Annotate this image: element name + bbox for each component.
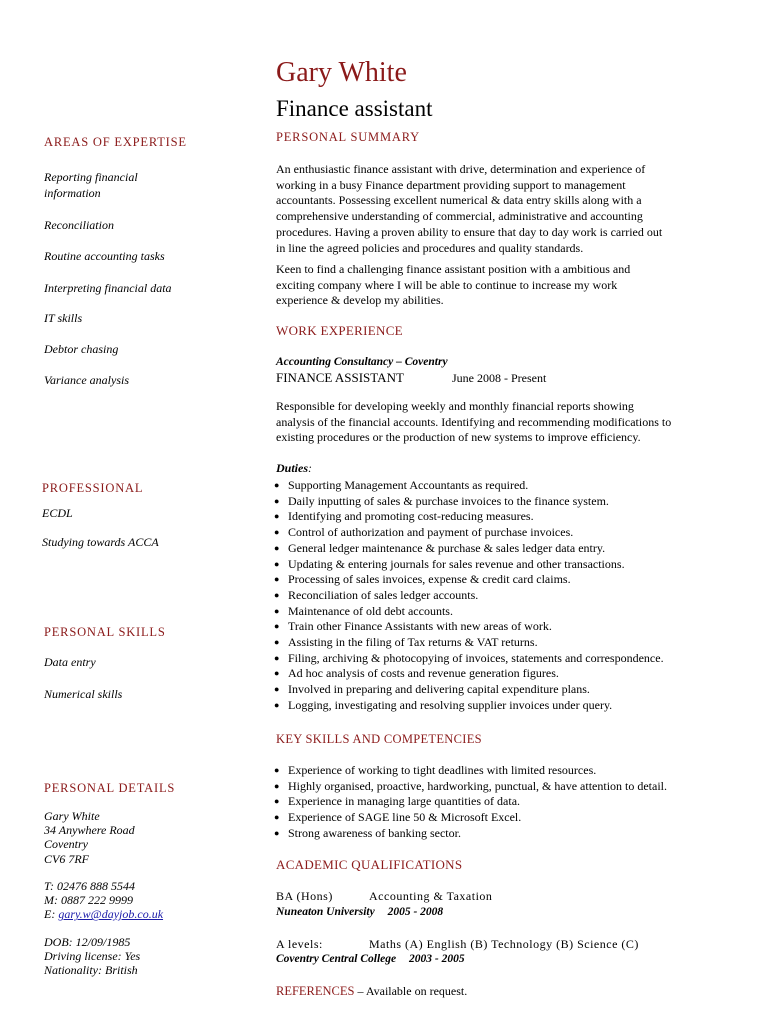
- alevels-label: A levels:: [276, 937, 323, 951]
- duties-label: [276, 461, 312, 477]
- skills-item: Data entry: [44, 655, 96, 669]
- list-item: ● Ad hoc analysis of costs and revenue generation figures.: [274, 666, 664, 682]
- contact-tel: T: 02476 888 5544: [44, 879, 136, 893]
- contact-license: Driving license: Yes: [44, 949, 141, 964]
- summary-line: Keen to find a challenging finance assistant position with a ambitious and: [276, 262, 631, 276]
- list-item: ● Filing, archiving & photocopying of invoices, statements and correspondence.: [274, 651, 664, 667]
- list-item: ● Daily inputting of sales & purchase invoices to the finance system.: [274, 494, 664, 510]
- contact-city: Coventry: [44, 837, 88, 852]
- expertise-item: Reconciliation: [44, 218, 114, 232]
- contact-block: [44, 809, 135, 866]
- list-item: ● Control of authorization and payment of purchase invoices.: [274, 525, 664, 541]
- duties-list: [274, 478, 664, 714]
- personal-block: [44, 935, 140, 978]
- details-heading: PERSONAL DETAILS: [44, 781, 176, 795]
- college: [276, 952, 465, 968]
- expertise-item: Variance analysis: [44, 373, 129, 387]
- job-title: Finance assistant: [276, 96, 433, 121]
- expertise-item: Interpreting financial data: [44, 281, 172, 295]
- university-years: 2005 - 2008: [387, 906, 444, 918]
- list-item: ● Experience of SAGE line 50 & Microsoft Excel.: [274, 810, 667, 826]
- expertise-item: Routine accounting tasks: [44, 249, 165, 263]
- contact-nationality: Nationality: British: [44, 963, 138, 978]
- role-dates: June 2008 - Present: [452, 371, 547, 385]
- list-item: ● Updating & entering journals for sales revenue and other transactions.: [274, 557, 664, 573]
- summary-paragraph-2: [276, 262, 630, 309]
- list-item: ● Experience of working to tight deadlines with limited resources.: [274, 763, 667, 779]
- summary-line: in line the agreed policies and procedures and quality standards.: [276, 240, 584, 255]
- contact-email-line: [44, 907, 163, 921]
- list-item: ● Logging, investigating and resolving supplier invoices under query.: [274, 698, 664, 714]
- list-item: ● Experience in managing large quantities of data.: [274, 794, 667, 810]
- list-item: ● Strong awareness of banking sector.: [274, 826, 667, 842]
- university-name: Nuneaton University: [276, 906, 375, 918]
- contact-street: 34 Anywhere Road: [44, 823, 135, 838]
- degree-subject: Accounting & Taxation: [369, 889, 493, 903]
- professional-item: ECDL: [42, 506, 73, 520]
- professional-heading: PROFESSIONAL: [42, 481, 144, 495]
- description-line: existing procedures or the production of new systems to improve efficiency.: [276, 430, 641, 445]
- summary-paragraph: [276, 162, 662, 256]
- college-name: Coventry Central College: [276, 953, 397, 965]
- references-text: – Available on request.: [354, 984, 468, 998]
- summary-line: working in a busy Finance department providing support to management: [276, 177, 626, 192]
- work-heading: WORK EXPERIENCE: [276, 323, 403, 338]
- list-item: ● Reconciliation of sales ledger accounts.: [274, 588, 664, 604]
- list-item: ● Train other Finance Assistants with new areas of work.: [274, 619, 664, 635]
- expertise-item: Debtor chasing: [44, 342, 119, 356]
- list-item: ● Maintenance of old debt accounts.: [274, 604, 664, 620]
- college-years: 2003 - 2005: [408, 953, 465, 965]
- references-heading: REFERENCES: [276, 984, 355, 998]
- summary-line: An enthusiastic finance assistant with drive, determination and experience of: [276, 162, 646, 176]
- list-item: ● Supporting Management Accountants as required.: [274, 478, 664, 494]
- key-skills-list: [274, 763, 667, 842]
- expertise-heading: AREAS OF EXPERTISE: [44, 135, 187, 149]
- academic-heading: ACADEMIC QUALIFICATIONS: [276, 857, 463, 872]
- university: [276, 905, 443, 921]
- expertise-item: IT skills: [44, 311, 83, 325]
- summary-line: comprehensive understanding of commercial, administrative and accounting: [276, 209, 643, 224]
- email-label: E:: [44, 907, 59, 922]
- references: [276, 984, 467, 1000]
- contact-dob: DOB: 12/09/1985: [44, 935, 131, 949]
- list-item: ● Assisting in the filing of Tax returns & VAT returns.: [274, 635, 664, 651]
- summary-line: experience & develop my abilities.: [276, 293, 444, 308]
- description-line: analysis of the financial accounts. Identifying and recommending modifications to: [276, 414, 672, 429]
- summary-line: procedures. Having a proven ability to ensure that day to day work is carried out: [276, 224, 663, 239]
- expertise-item: Reporting financial information: [44, 170, 138, 200]
- employer: Accounting Consultancy – Coventry: [276, 356, 448, 368]
- role-description: [276, 399, 671, 446]
- duties-label-text: Duties: [276, 461, 309, 475]
- candidate-name: Gary White: [276, 57, 407, 88]
- skills-heading: PERSONAL SKILLS: [44, 625, 166, 639]
- summary-line: exciting company where I will be able to continue to increase my work: [276, 277, 618, 292]
- list-item: ● Identifying and promoting cost-reducing measures.: [274, 509, 664, 525]
- skills-item: Numerical skills: [44, 687, 123, 701]
- list-item: ● Highly organised, proactive, hardworking, punctual, & have attention to detail.: [274, 779, 667, 795]
- contact-name: Gary White: [44, 809, 100, 823]
- contact-postcode: CV6 7RF: [44, 851, 89, 866]
- list-item: ● General ledger maintenance & purchase & sales ledger data entry.: [274, 541, 664, 557]
- summary-heading: PERSONAL SUMMARY: [276, 130, 420, 144]
- description-line: Responsible for developing weekly and monthly financial reports showing: [276, 399, 634, 413]
- degree: BA (Hons): [276, 889, 333, 903]
- duties-colon: :: [308, 461, 313, 475]
- summary-line: accountants. Possessing excellent numerical & data entry skills along with a: [276, 193, 642, 208]
- list-item: ● Involved in preparing and delivering capital expenditure plans.: [274, 682, 664, 698]
- email-link[interactable]: gary.w@dayjob.co.uk: [58, 907, 164, 922]
- list-item: ● Processing of sales invoices, expense & credit card claims.: [274, 572, 664, 588]
- professional-item: Studying towards ACCA: [42, 535, 159, 549]
- phone-block: [44, 879, 163, 922]
- key-skills-heading: KEY SKILLS AND COMPETENCIES: [276, 732, 482, 746]
- contact-mobile: M: 0887 222 9999: [44, 893, 133, 908]
- alevels: Maths (A) English (B) Technology (B) Science (C): [369, 937, 639, 951]
- role: FINANCE ASSISTANT: [276, 370, 404, 385]
